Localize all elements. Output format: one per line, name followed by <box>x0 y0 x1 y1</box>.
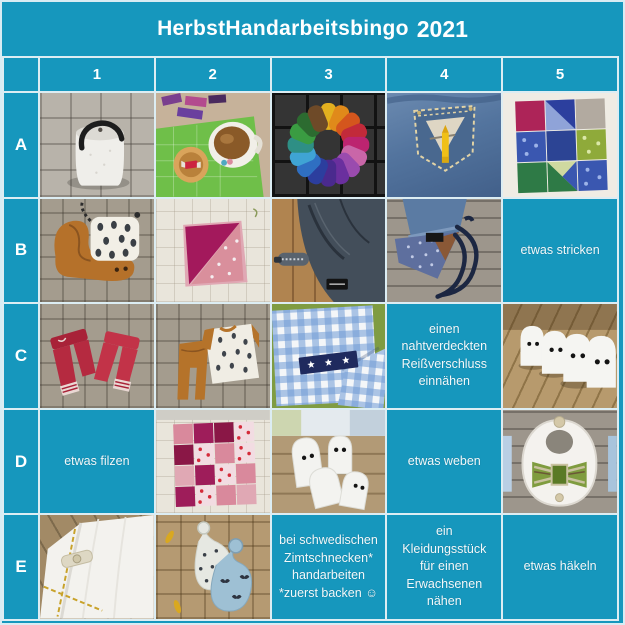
cell-b1-photo-fabric-snail <box>40 199 154 303</box>
row-header-d: D <box>4 410 38 514</box>
gingham-star-band-photo <box>272 304 386 408</box>
column-header-2: 2 <box>156 58 270 91</box>
task-label-e3: bei schwedischen Zimtschnecken* handarbeiten *zuerst backen ☺ <box>279 533 378 600</box>
cell-a1-photo-felt-basket <box>40 93 154 197</box>
bingo-grid <box>2 56 619 621</box>
cell-c3-photo-gingham-star-band <box>272 304 386 408</box>
terry-towel-photo <box>40 515 154 619</box>
cell-e3-task <box>272 515 386 619</box>
task-label-b5: etwas stricken <box>520 242 600 257</box>
cell-c4-task <box>387 304 501 408</box>
jeans-pocket-photo <box>387 93 501 197</box>
row-header-a: A <box>4 93 38 197</box>
cell-a4-photo-jeans-pocket <box>387 93 501 197</box>
task-label-d4: etwas weben <box>407 453 481 468</box>
cell-a5-photo-quilt-block <box>503 93 617 197</box>
kids-outfit-photo <box>156 304 270 408</box>
cell-e2-photo-baby-hats <box>156 515 270 619</box>
cell-c1-photo-red-baby-pants <box>40 304 154 408</box>
red-baby-pants-photo <box>40 304 154 408</box>
task-label-e4: ein Kleidungsstück für einen Erwachsenen nähen <box>402 524 487 609</box>
column-header-1: 1 <box>40 58 154 91</box>
row-header-c: C <box>4 304 38 408</box>
cell-e1-photo-terry-towel <box>40 515 154 619</box>
cell-d3-photo-ghost-group <box>272 410 386 514</box>
cell-b3-photo-denim-cap <box>272 199 386 303</box>
drawstring-bag-photo <box>387 199 501 303</box>
ghost-group-photo <box>272 410 386 514</box>
cell-a2-photo-tea-and-mat <box>156 93 270 197</box>
column-header-5: 5 <box>503 58 617 91</box>
cell-b4-photo-drawstring-bag <box>387 199 501 303</box>
cell-d2-photo-pink-patchwork <box>156 410 270 514</box>
cell-b2-photo-triangle-patchwork <box>156 199 270 303</box>
triangle-patchwork-photo <box>156 199 270 303</box>
task-label-c4: einen nahtverdeckten Reißverschluss einnähen <box>401 321 488 389</box>
cell-e4-task <box>387 515 501 619</box>
cell-a3-photo-fabric-color-wheel <box>272 93 386 197</box>
grid-corner <box>4 58 38 91</box>
task-label-e5: etwas häkeln <box>523 559 597 574</box>
column-header-3: 3 <box>272 58 386 91</box>
cell-d1-task <box>40 410 154 514</box>
pink-patchwork-photo <box>156 410 270 514</box>
page-title-year: 2021 <box>416 15 468 42</box>
fabric-color-wheel-photo <box>272 93 386 197</box>
ghost-row-photo <box>503 304 617 408</box>
cell-c2-photo-kids-outfit <box>156 304 270 408</box>
row-header-e: E <box>4 515 38 619</box>
cell-d5-photo-bowtie-bib <box>503 410 617 514</box>
felt-basket-photo <box>40 93 154 197</box>
cell-d4-task <box>387 410 501 514</box>
denim-cap-photo <box>272 199 386 303</box>
cell-e5-task <box>503 515 617 619</box>
quilt-block-photo <box>503 93 617 197</box>
column-header-4: 4 <box>387 58 501 91</box>
row-header-b: B <box>4 199 38 303</box>
task-label-d1: etwas filzen <box>64 453 130 468</box>
tea-cutting-mat-photo <box>156 93 270 197</box>
fabric-snail-photo <box>40 199 154 303</box>
title-bar <box>2 2 623 56</box>
cell-c5-photo-ghost-row <box>503 304 617 408</box>
baby-hats-photo <box>156 515 270 619</box>
cell-b5-task <box>503 199 617 303</box>
bowtie-bib-photo <box>503 410 617 514</box>
page-title: HerbstHandarbeitsbingo <box>157 17 409 40</box>
